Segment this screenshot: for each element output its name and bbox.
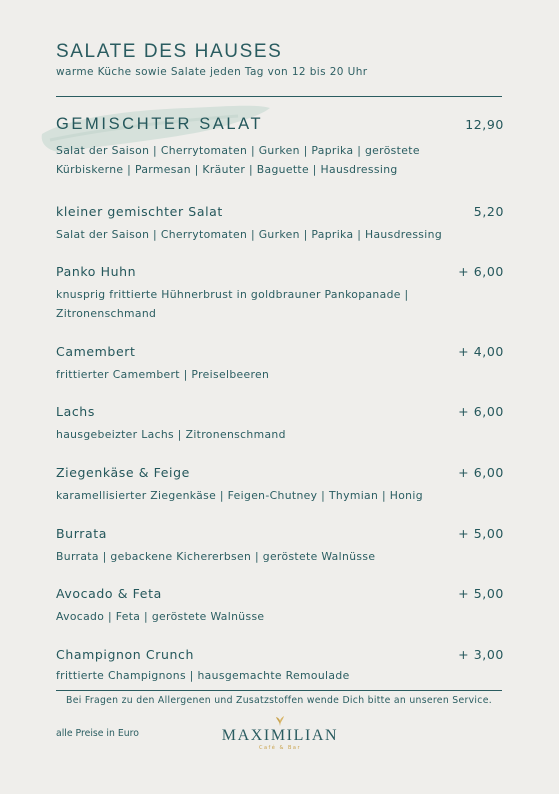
menu-item-name: Camembert	[56, 344, 136, 359]
menu-item-price: 5,20	[473, 204, 504, 219]
menu-item	[56, 465, 504, 505]
page-title: SALATE DES HAUSES	[56, 41, 283, 62]
menu-item	[56, 404, 504, 444]
menu-item-description: Salat der Saison | Cherrytomaten | Gurken | Paprika | Hausdressing	[56, 228, 443, 241]
menu-item-name: Ziegenkäse & Feige	[56, 465, 190, 480]
menu-item-price: + 6,00	[458, 465, 504, 480]
menu-item-description: frittierter Camembert | Preiselbeeren	[56, 368, 270, 381]
menu-item-price: + 3,00	[458, 647, 504, 662]
menu-item	[56, 264, 504, 323]
menu-item-price: + 6,00	[458, 404, 504, 419]
menu-item-name: Lachs	[56, 404, 95, 419]
featured-item-price: 12,90	[465, 117, 504, 132]
menu-item	[56, 586, 504, 626]
menu-item-price: + 5,00	[458, 586, 504, 601]
featured-item	[56, 117, 504, 179]
menu-item-name: Panko Huhn	[56, 264, 137, 279]
menu-item	[56, 344, 504, 384]
menu-item-description: Burrata | gebackene Kichererbsen | geröstete Walnüsse	[56, 550, 376, 563]
menu-item-description: knusprig frittierte Hühnerbrust in goldbrauner Pankopanade | Zitronenschmand	[56, 288, 409, 320]
logo-name: MAXIMILIAN	[221, 727, 339, 744]
menu-item-description: frittierte Champignons | hausgemachte Remoulade	[56, 669, 350, 682]
page-subtitle: warme Küche sowie Salate jeden Tag von 12 bis 20 Uhr	[56, 66, 368, 78]
menu-item-description: Avocado | Feta | geröstete Walnüsse	[56, 610, 265, 623]
menu-item-name: Champignon Crunch	[56, 647, 195, 662]
menu-item-name: kleiner gemischter Salat	[56, 204, 223, 219]
menu-item-description: karamellisierter Ziegenkäse | Feigen-Chutney | Thymian | Honig	[56, 489, 423, 502]
featured-item-name: GEMISCHTER SALAT	[56, 115, 264, 133]
menu-item	[56, 647, 504, 685]
menu-item	[56, 526, 504, 566]
top-divider	[56, 96, 502, 97]
menu-item-price: + 6,00	[458, 264, 504, 279]
leaf-icon	[274, 715, 286, 727]
menu-item-price: + 4,00	[458, 344, 504, 359]
menu-item	[56, 204, 504, 244]
allergen-note: Bei Fragen zu den Allergenen und Zusatzstoffen wende Dich bitte an unseren Service.	[66, 695, 492, 706]
logo-tagline: Café & Bar	[258, 745, 302, 751]
menu-item-description: hausgebeizter Lachs | Zitronenschmand	[56, 428, 286, 441]
featured-item-description: Salat der Saison | Cherrytomaten | Gurken | Paprika | geröstete Kürbiskerne | Parmesan | Kräuter | Baguette | Hausdressing	[56, 144, 420, 176]
prices-note: alle Preise in Euro	[56, 728, 139, 739]
bottom-divider	[56, 690, 502, 691]
menu-item-name: Avocado & Feta	[56, 586, 162, 601]
menu-item-price: + 5,00	[458, 526, 504, 541]
menu-item-name: Burrata	[56, 526, 107, 541]
restaurant-logo	[218, 715, 342, 751]
